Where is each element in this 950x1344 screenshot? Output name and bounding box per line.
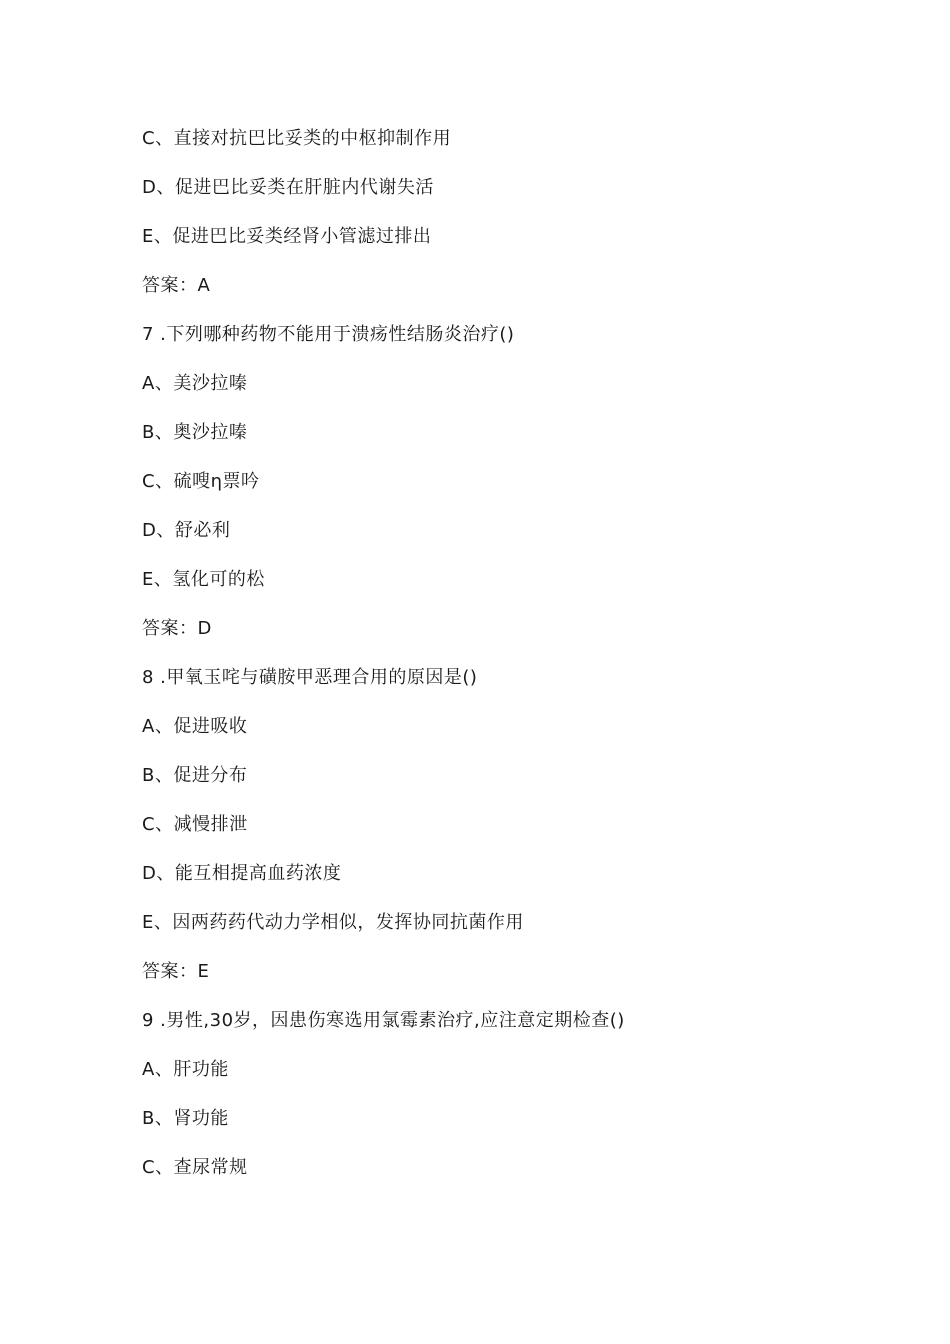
option-a-q8: A、促进吸收: [142, 716, 248, 737]
question-7: 7 .下列哪种药物不能用于溃疡性结肠炎治疗(): [142, 324, 515, 345]
option-e-q6: E、促进巴比妥类经肾小管滤过排出: [142, 226, 432, 247]
option-b-q8: B、促进分布: [142, 765, 248, 786]
option-d-q6: D、促进巴比妥类在肝脏内代谢失活: [142, 177, 434, 198]
option-b-q7: B、奥沙拉嗪: [142, 422, 248, 443]
option-c-q7: C、硫嗖η票吟: [142, 471, 260, 492]
question-9: 9 .男性,30岁，因患伤寒选用氯霉素治疗,应注意定期检查(): [142, 1010, 625, 1031]
option-c-q8: C、减慢排泄: [142, 814, 248, 835]
option-a-q9: A、肝功能: [142, 1059, 229, 1080]
option-e-q7: E、氢化可的松: [142, 569, 265, 590]
option-a-q7: A、美沙拉嗪: [142, 373, 248, 394]
option-d-q8: D、能互相提高血药浓度: [142, 863, 342, 884]
option-b-q9: B、肾功能: [142, 1108, 229, 1129]
question-8: 8 .甲氧玉咤与磺胺甲恶理合用的原因是(): [142, 667, 478, 688]
option-d-q7: D、舒必利: [142, 520, 231, 541]
option-c-q9: C、查尿常规: [142, 1157, 248, 1178]
answer-q6: 答案：A: [142, 275, 211, 296]
answer-q8: 答案：E: [142, 961, 210, 982]
option-c-q6: C、直接对抗巴比妥类的中枢抑制作用: [142, 128, 452, 149]
answer-q7: 答案：D: [142, 618, 212, 639]
option-e-q8: E、因两药药代动力学相似，发挥协同抗菌作用: [142, 912, 524, 933]
